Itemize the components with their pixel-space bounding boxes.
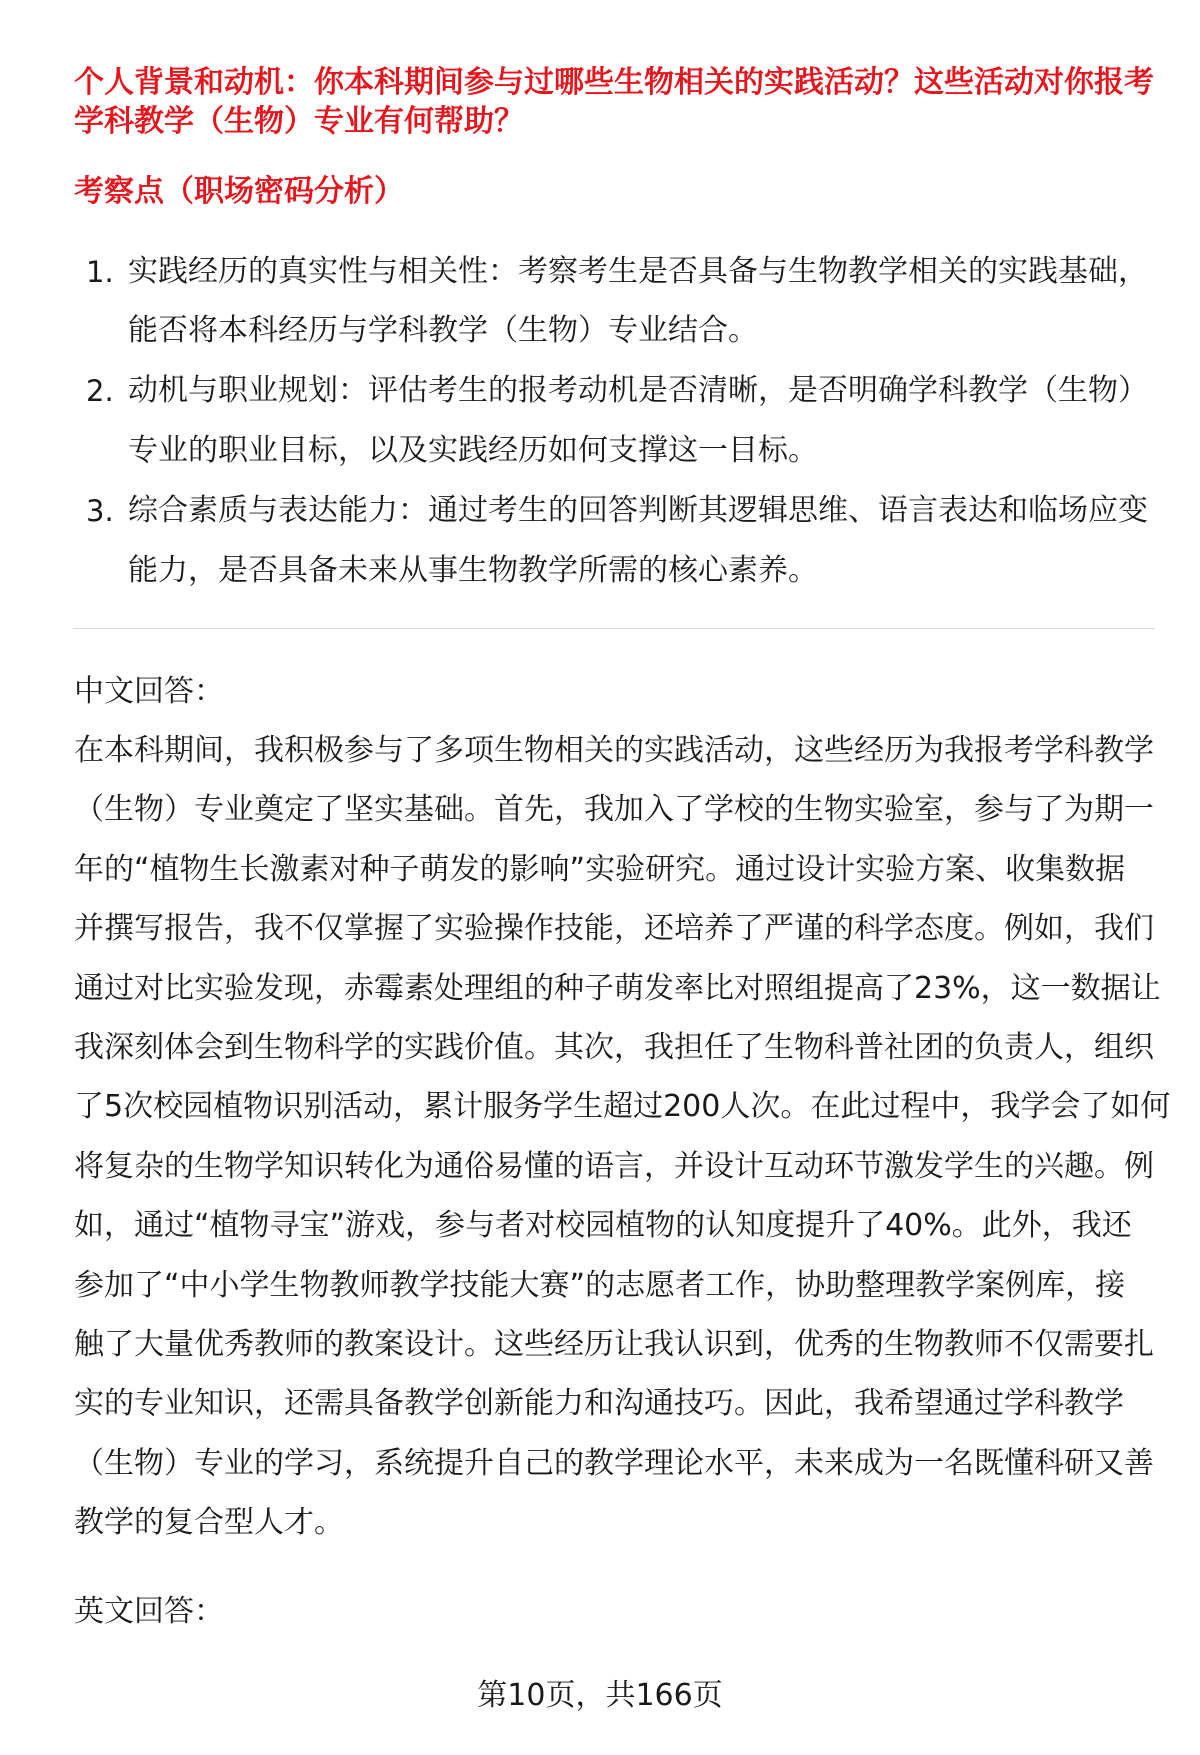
list-item-line: 能力，是否具备未来从事生物教学所需的核心素养。 [128,553,818,588]
answer-line: 了5次校园植物识别活动，累计服务学生超过200人次。在此过程中，我学会了如何 [74,1089,1171,1125]
answer-line: 我深刻体会到生物科学的实践价值。其次，我担任了生物科普社团的负责人，组织 [74,1030,1154,1065]
answer-line: 触了大量优秀教师的教案设计。这些经历让我认识到，优秀的生物教师不仅需要扎 [74,1327,1154,1362]
list-number: 3. [86,494,114,528]
answer-line: （生物）专业的学习，系统提升自己的教学理论水平，未来成为一名既懂科研又善 [74,1445,1154,1481]
answer-line: 通过对比实验发现，赤霉素处理组的种子萌发率比对照组提高了23%，这一数据让 [74,970,1161,1006]
english-answer-label: 英文回答： [74,1594,224,1629]
question-line: 学科教学（生物）专业有何帮助？ [74,104,524,139]
list-number: 1. [86,255,114,289]
answer-line: （生物）专业奠定了坚实基础。首先，我加入了学校的生物实验室，参与了为期一 [74,792,1154,828]
answer-line: 在本科期间，我积极参与了多项生物相关的实践活动，这些经历为我报考学科教学 [74,733,1154,768]
list-item-line: 动机与职业规划：评估考生的报考动机是否清晰，是否明确学科教学（生物） [128,373,1148,408]
list-item-line: 专业的职业目标，以及实践经历如何支撑这一目标。 [128,433,818,468]
chinese-answer-label: 中文回答： [74,674,224,709]
list-number: 2. [86,374,114,408]
section-divider [73,628,1155,629]
question-line: 个人背景和动机：你本科期间参与过哪些生物相关的实践活动？这些活动对你报考 [74,65,1154,100]
answer-line: 年的“植物生长激素对种子萌发的影响”实验研究。通过设计实验方案、收集数据 [74,851,1126,887]
answer-line: 将复杂的生物学知识转化为通俗易懂的语言，并设计互动环节激发学生的兴趣。例 [74,1148,1154,1184]
list-item-line: 能否将本科经历与学科教学（生物）专业结合。 [128,313,758,348]
list-item-line: 实践经历的真实性与相关性：考察考生是否具备与生物教学相关的实践基础， [128,254,1148,289]
page-number: 第10页，共166页 [477,1678,723,1713]
answer-line: 如，通过“植物寻宝”游戏，参与者对校园植物的认知度提升了40%。此外，我还 [74,1208,1132,1244]
list-item-line: 综合素质与表达能力：通过考生的回答判断其逻辑思维、语言表达和临场应变 [128,493,1148,528]
answer-line: 参加了“中小学生物教师教学技能大赛”的志愿者工作，协助整理教学案例库，接 [74,1267,1126,1303]
answer-line: 实的专业知识，还需具备教学创新能力和沟通技巧。因此，我希望通过学科教学 [74,1386,1124,1422]
answer-line: 教学的复合型人才。 [74,1505,344,1541]
answer-line: 并撰写报告，我不仅掌握了实验操作技能，还培养了严谨的科学态度。例如，我们 [74,911,1154,947]
analysis-heading: 考察点（职场密码分析） [74,174,404,209]
